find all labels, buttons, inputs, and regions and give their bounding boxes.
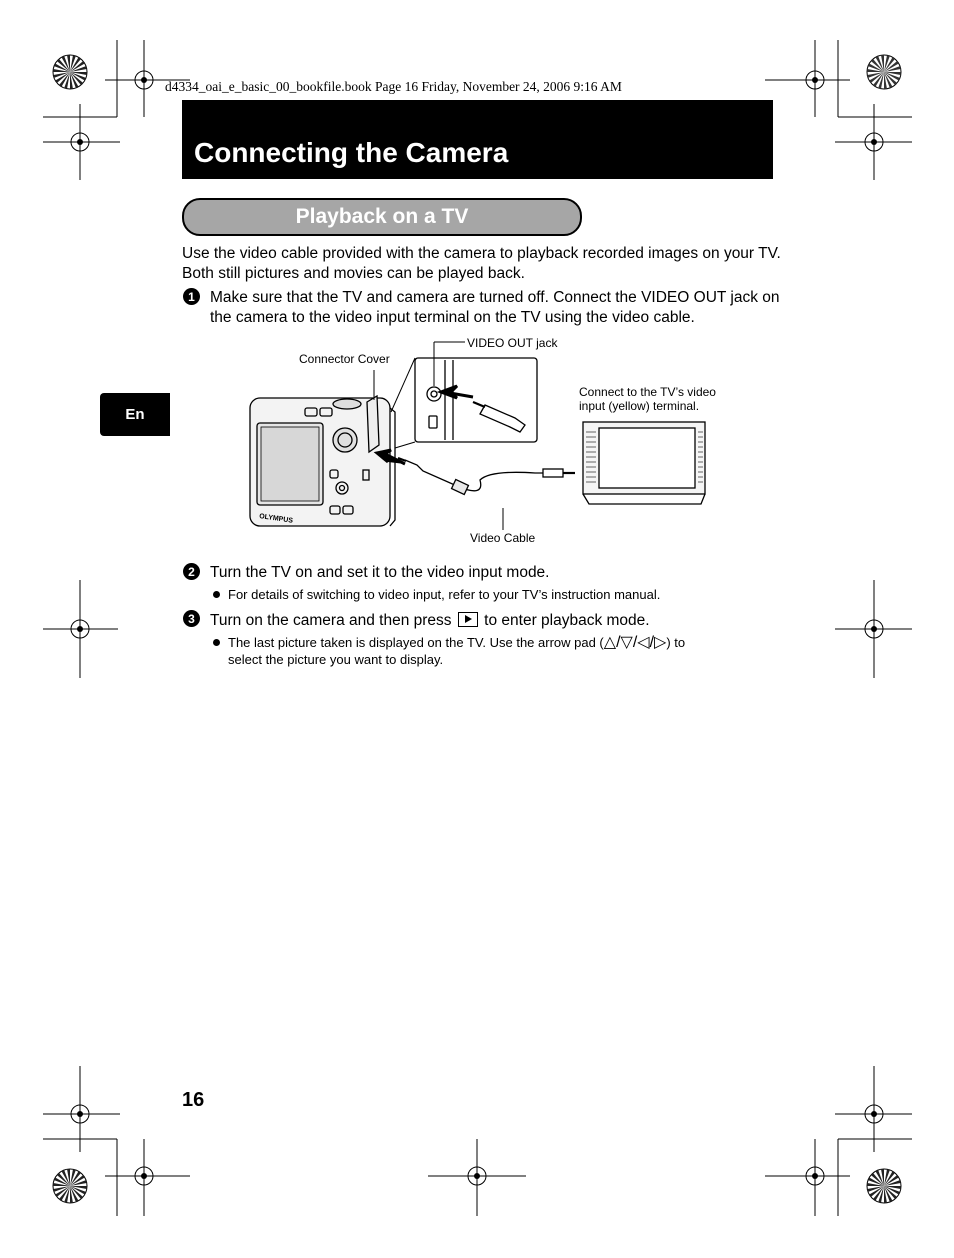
connection-diagram <box>245 330 735 550</box>
step-3-text-after: to enter playback mode. <box>484 612 650 629</box>
label-video-out-jack: VIDEO OUT jack <box>467 336 558 350</box>
bullet-icon <box>213 639 220 646</box>
page-number: 16 <box>182 1089 205 1111</box>
step-number-3: 3 <box>183 610 200 627</box>
chapter-title-bar <box>182 100 773 179</box>
language-tab: En <box>100 393 170 436</box>
step-3-bullet-after: ) to <box>666 635 686 650</box>
bullet-icon <box>213 591 220 598</box>
step-3-text-before: Turn on the camera and then press <box>210 612 452 629</box>
label-tv-note-2: input (yellow) terminal. <box>579 399 700 413</box>
label-connector-cover: Connector Cover <box>299 352 390 366</box>
step-1-text: Make sure that the TV and camera are turned off. Connect the VIDEO OUT jack on the camera to the video input terminal on the TV using the video cable. <box>210 289 780 326</box>
step-3-text <box>210 611 780 631</box>
step-number-1: 1 <box>183 288 200 305</box>
step-2-text: Turn the TV on and set it to the video input mode. <box>210 564 550 581</box>
camera-brand-logo: OLYMPUS <box>258 513 294 525</box>
step-3-bullet-before: The last picture taken is displayed on the TV. Use the arrow pad ( <box>228 635 604 650</box>
step-3-bullet-line-1 <box>228 634 778 651</box>
label-video-cable: Video Cable <box>470 531 536 545</box>
playback-button-icon <box>458 612 478 627</box>
section-title: Playback on a TV <box>295 205 469 228</box>
step-3-bullet-line-2: select the picture you want to display. <box>228 652 444 667</box>
step-2-bullet: For details of switching to video input, refer to your TV’s instruction manual. <box>228 587 661 602</box>
section-heading <box>182 198 582 236</box>
label-tv-note-1: Connect to the TV’s video <box>579 385 716 399</box>
file-header-line: d4334_oai_e_basic_00_bookfile.book Page 16 Friday, November 24, 2006 9:16 AM <box>165 79 622 94</box>
chapter-title: Connecting the Camera <box>194 137 509 168</box>
arrow-pad-icons: △/▽/◁/▷ <box>603 634 667 651</box>
intro-paragraph: Use the video cable provided with the camera to playback recorded images on your TV. Both still pictures and movies can be played back. <box>182 245 781 282</box>
step-number-2: 2 <box>183 563 200 580</box>
